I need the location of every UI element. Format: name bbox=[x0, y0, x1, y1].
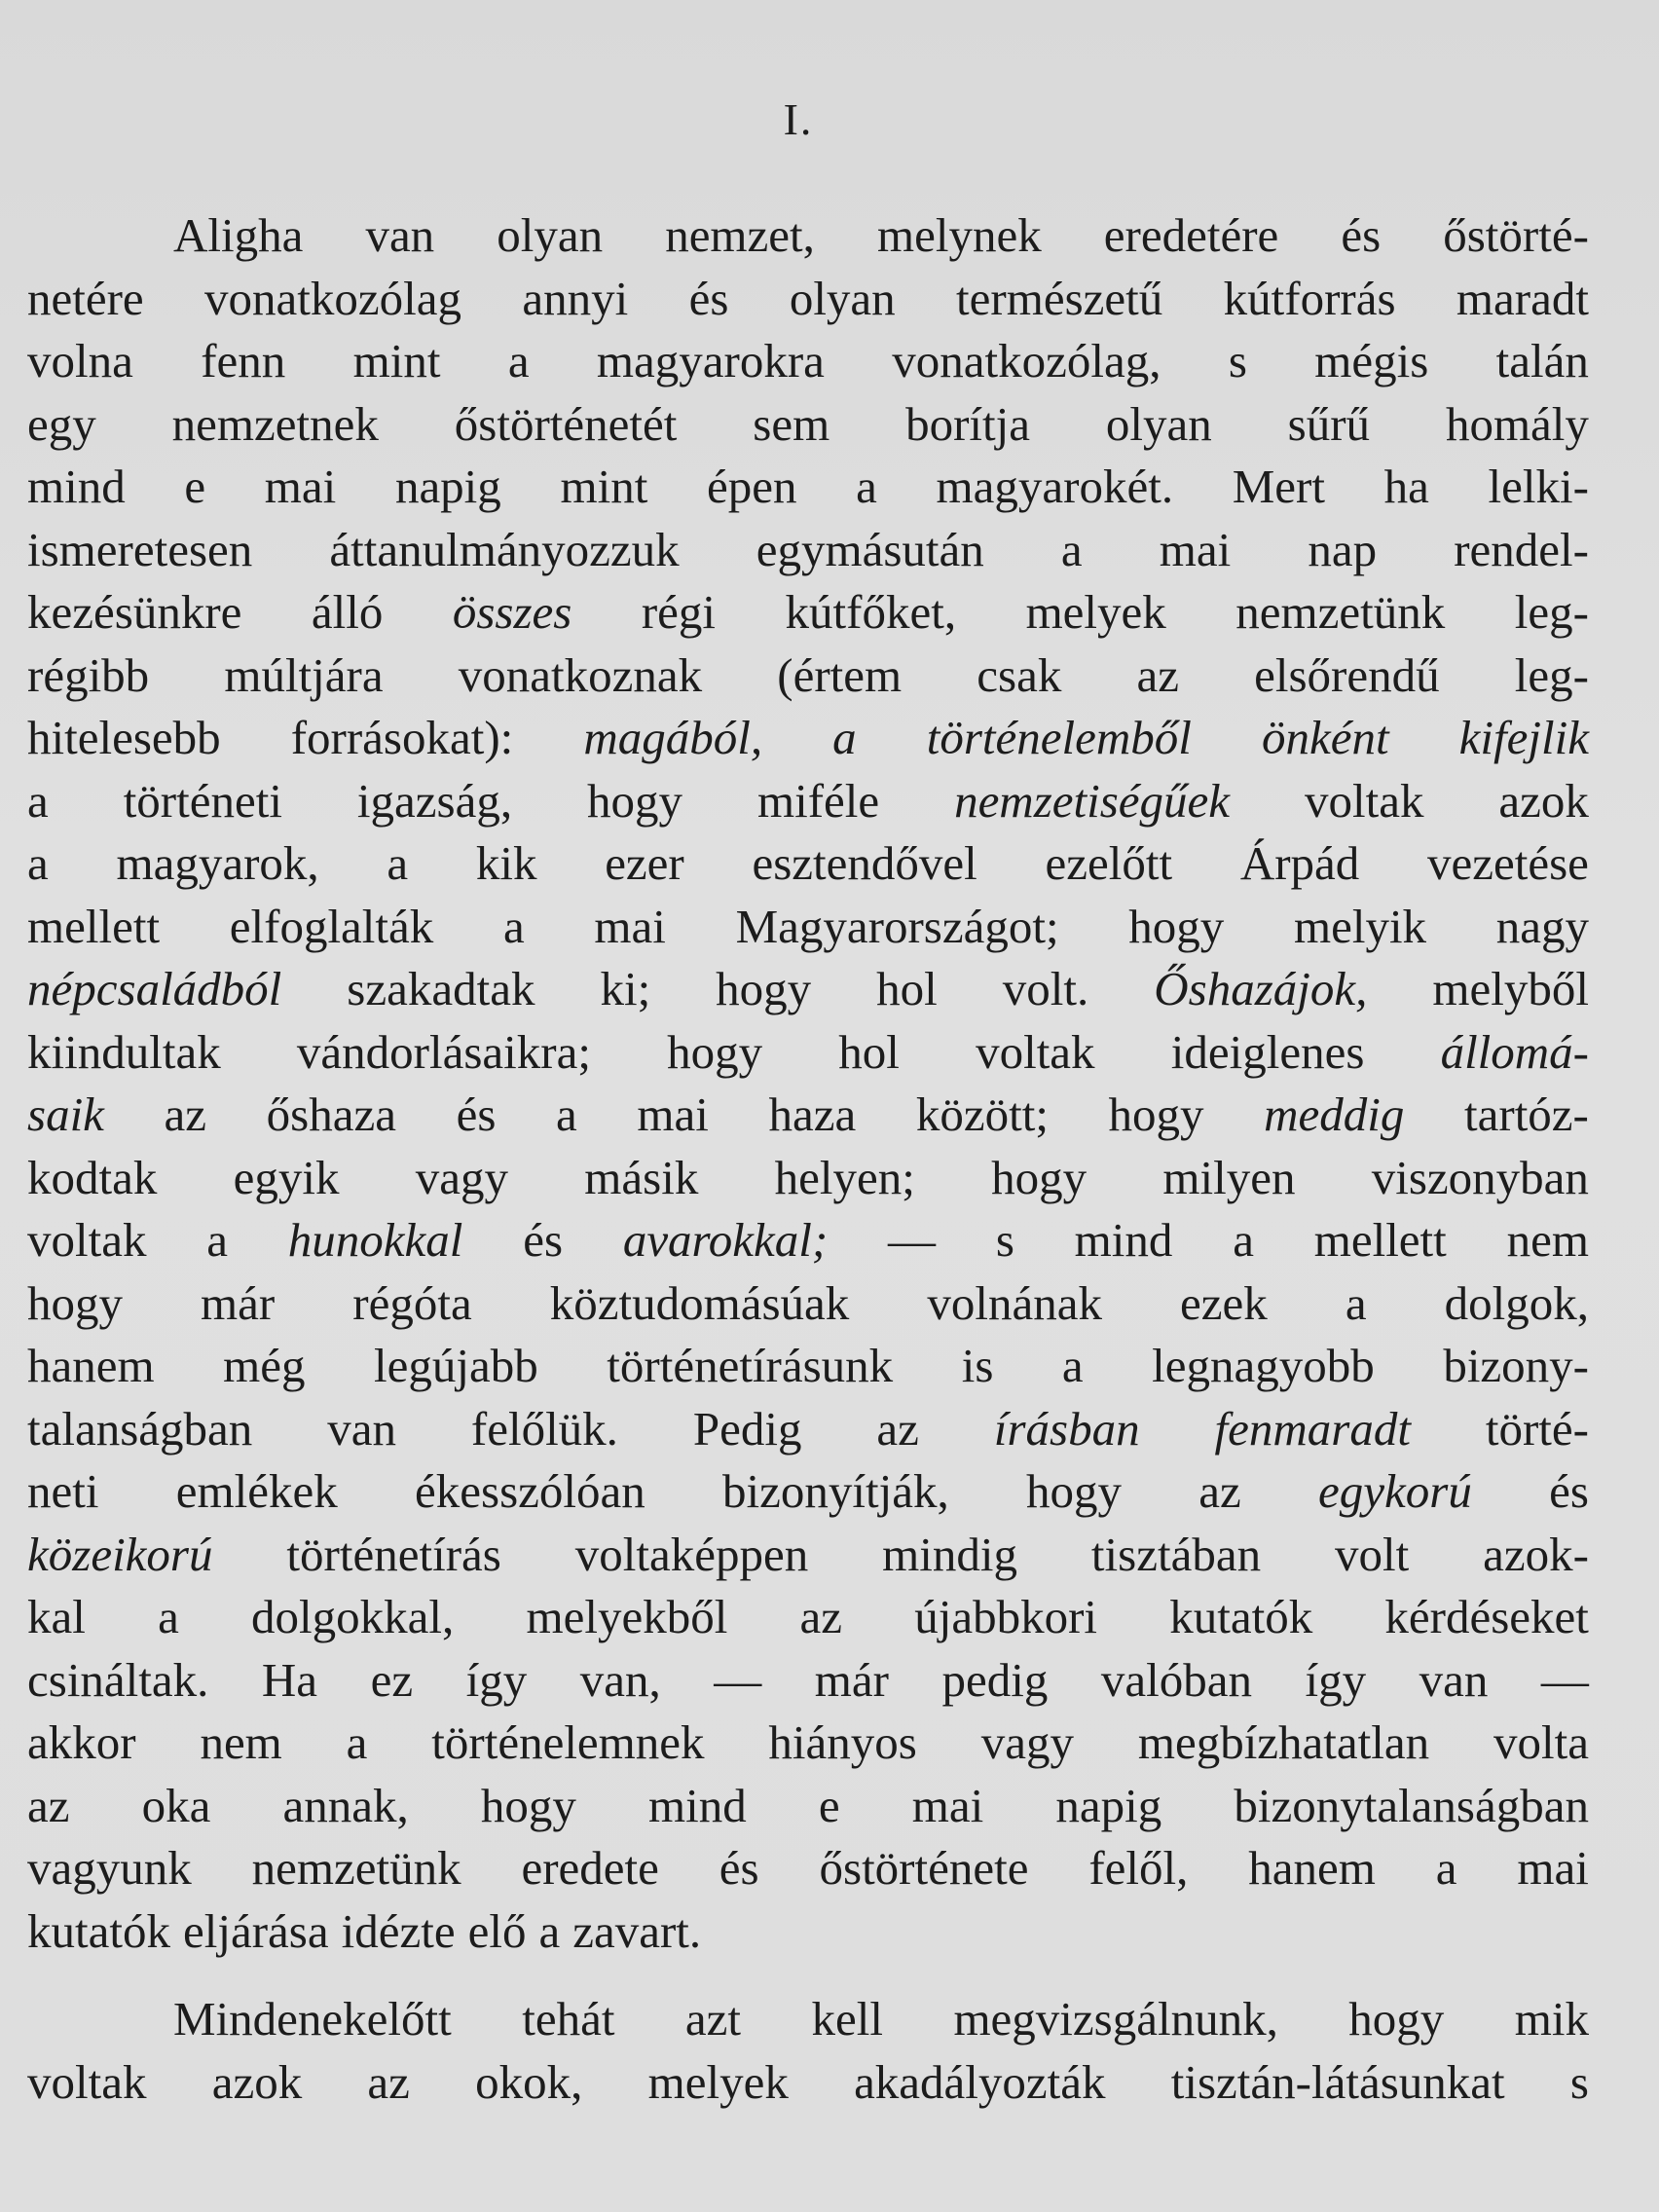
word: vagy bbox=[980, 1715, 1074, 1769]
word: mellett bbox=[1313, 1213, 1447, 1267]
body-text bbox=[27, 204, 1589, 2114]
word: hol bbox=[876, 962, 938, 1015]
word: felőlük. bbox=[470, 1401, 618, 1456]
word: megvizsgálnunk, bbox=[953, 1992, 1278, 2046]
word: másik bbox=[584, 1150, 699, 1204]
word: hogy bbox=[1348, 1992, 1445, 2046]
word: a bbox=[387, 836, 409, 890]
word: és bbox=[1549, 1464, 1589, 1518]
word: kiindultak bbox=[27, 1024, 221, 1079]
text-line bbox=[27, 1649, 1589, 1713]
word: esztendővel bbox=[752, 836, 977, 890]
word: e bbox=[818, 1778, 840, 1832]
word: hogy bbox=[27, 1275, 123, 1330]
word: a bbox=[538, 1903, 561, 1958]
word: eredete bbox=[521, 1841, 659, 1895]
emphasized-word: Őshazájok, bbox=[1154, 962, 1368, 1015]
word: — bbox=[1540, 1652, 1589, 1707]
word: leg- bbox=[1514, 585, 1589, 639]
word: — bbox=[714, 1652, 762, 1707]
word: melynek bbox=[876, 208, 1042, 262]
word: volna bbox=[27, 334, 133, 387]
word: magyarokra bbox=[596, 334, 825, 387]
word: oka bbox=[141, 1778, 211, 1832]
word: hanem bbox=[27, 1339, 155, 1392]
word: annak, bbox=[282, 1778, 409, 1832]
word: köztudomásúak bbox=[549, 1275, 850, 1330]
word: bizony- bbox=[1443, 1339, 1589, 1392]
emphasized-word: hunokkal bbox=[287, 1213, 463, 1267]
word: vonatkozólag, bbox=[892, 334, 1161, 387]
word: mégis bbox=[1314, 334, 1429, 387]
word: dolgokkal, bbox=[251, 1590, 455, 1643]
word: vezetése bbox=[1426, 836, 1589, 890]
word: eljárása bbox=[182, 1903, 329, 1958]
word: nem bbox=[200, 1715, 282, 1769]
word: bizonyítják, bbox=[722, 1464, 949, 1518]
emphasized-word: közeikorú bbox=[27, 1527, 213, 1581]
emphasized-word: történelemből bbox=[926, 711, 1192, 764]
text-line bbox=[27, 770, 1589, 833]
word: az bbox=[1136, 647, 1179, 702]
word: lelki- bbox=[1488, 460, 1589, 513]
word: Ha bbox=[261, 1652, 318, 1707]
text-line bbox=[27, 958, 1589, 1021]
word: borítja bbox=[905, 396, 1030, 451]
word: csak bbox=[977, 647, 1062, 702]
word: volta bbox=[1493, 1715, 1589, 1769]
text-line bbox=[27, 832, 1589, 896]
word: melyek bbox=[647, 2054, 789, 2109]
word: áttanulmányozzuk bbox=[329, 522, 680, 576]
word: és bbox=[456, 1088, 497, 1141]
word: akkor bbox=[27, 1715, 136, 1769]
text-line bbox=[27, 1837, 1589, 1900]
word: Pedig bbox=[692, 1401, 802, 1456]
word: — bbox=[888, 1213, 937, 1267]
word: az bbox=[367, 2054, 410, 2109]
emphasized-word: állomá- bbox=[1440, 1024, 1589, 1079]
text-line bbox=[27, 707, 1589, 770]
word: természetű bbox=[956, 271, 1163, 325]
word: ideiglenes bbox=[1170, 1024, 1365, 1079]
word: mind bbox=[1074, 1213, 1173, 1267]
text-line bbox=[27, 1272, 1589, 1336]
word: hiányos bbox=[768, 1715, 917, 1769]
text-line bbox=[27, 330, 1589, 393]
word: helyen; bbox=[774, 1150, 915, 1204]
word: a bbox=[206, 1213, 229, 1267]
word: magyarok, bbox=[116, 836, 319, 890]
word: van bbox=[365, 208, 435, 262]
word: olyan bbox=[497, 208, 604, 262]
word: nemzetünk bbox=[251, 1841, 461, 1895]
word: már bbox=[814, 1652, 889, 1707]
word: milyen bbox=[1162, 1150, 1296, 1204]
word: okok, bbox=[475, 2054, 583, 2109]
word: van bbox=[327, 1401, 396, 1456]
word: melyekből bbox=[526, 1590, 728, 1643]
word: ki; bbox=[600, 962, 651, 1015]
word: hogy bbox=[1108, 1088, 1204, 1141]
word: hogy bbox=[480, 1778, 576, 1832]
text-line bbox=[27, 204, 1589, 268]
word: mai bbox=[1159, 522, 1232, 576]
word: hanem bbox=[1248, 1841, 1376, 1895]
emphasized-word: nemzetiségűek bbox=[954, 773, 1231, 828]
word: bizonytalanságban bbox=[1234, 1778, 1589, 1832]
word: a bbox=[27, 773, 49, 828]
word: igazság, bbox=[356, 773, 513, 828]
word: pedig bbox=[941, 1652, 1049, 1707]
word: egyik bbox=[233, 1150, 340, 1204]
word: volnának bbox=[927, 1275, 1102, 1330]
word: legújabb bbox=[374, 1339, 538, 1392]
text-line bbox=[27, 896, 1589, 959]
word: és bbox=[1341, 208, 1382, 262]
word: őstörténete bbox=[819, 1841, 1029, 1895]
text-line bbox=[27, 393, 1589, 457]
word: olyan bbox=[789, 271, 896, 325]
word: csináltak. bbox=[27, 1652, 209, 1707]
word: még bbox=[223, 1339, 306, 1392]
word: viszonyban bbox=[1371, 1150, 1589, 1204]
word: fenn bbox=[201, 334, 286, 387]
word: nemzetnek bbox=[171, 396, 379, 451]
word: volt bbox=[1335, 1527, 1410, 1581]
word: így bbox=[1305, 1652, 1367, 1707]
word: mint bbox=[560, 460, 648, 513]
emphasized-word: népcsaládból bbox=[27, 962, 282, 1015]
word: forrásokat): bbox=[290, 711, 514, 764]
word: melyből bbox=[1432, 962, 1589, 1015]
emphasized-word: egykorú bbox=[1318, 1464, 1472, 1518]
word: napig bbox=[1055, 1778, 1162, 1832]
word: őstörténetét bbox=[454, 396, 678, 451]
word: hitelesebb bbox=[27, 711, 221, 764]
word: azok bbox=[211, 2054, 303, 2109]
word: ezer bbox=[605, 836, 684, 890]
word: mai bbox=[1517, 1841, 1589, 1895]
word: felől, bbox=[1088, 1841, 1189, 1895]
word: a bbox=[1061, 1339, 1084, 1392]
word: már bbox=[201, 1275, 276, 1330]
word: szakadtak bbox=[347, 962, 535, 1015]
word: a bbox=[1233, 1213, 1254, 1267]
word: történelemnek bbox=[431, 1715, 705, 1769]
text-line bbox=[27, 456, 1589, 519]
emphasized-word: saik bbox=[27, 1088, 104, 1141]
emphasized-word: önként bbox=[1261, 711, 1389, 764]
word: olyan bbox=[1105, 396, 1212, 451]
emphasized-word: összes bbox=[452, 585, 572, 639]
word: és bbox=[688, 271, 729, 325]
word: leg- bbox=[1514, 647, 1589, 702]
word: eredetére bbox=[1103, 208, 1279, 262]
word: hol bbox=[838, 1024, 900, 1079]
word: hogy bbox=[667, 1024, 763, 1079]
word: a bbox=[502, 899, 525, 953]
word: őstörté- bbox=[1443, 208, 1589, 262]
word: megbízhatatlan bbox=[1137, 1715, 1430, 1769]
word: vándorlásaikra; bbox=[296, 1024, 591, 1079]
word: elsőrendű bbox=[1254, 647, 1440, 702]
word: épen bbox=[706, 460, 797, 513]
emphasized-word: fenmaradt bbox=[1214, 1401, 1411, 1456]
text-line bbox=[27, 1988, 1589, 2051]
chapter-heading: I. bbox=[783, 94, 814, 144]
word: mik bbox=[1514, 1992, 1589, 2046]
word: kútfőket, bbox=[785, 585, 957, 639]
word: nagy bbox=[1495, 899, 1589, 953]
word: tehát bbox=[522, 1992, 615, 2046]
word: a bbox=[507, 334, 530, 387]
word: az bbox=[27, 1778, 70, 1832]
word: legnagyobb bbox=[1152, 1339, 1375, 1392]
word: kérdéseket bbox=[1384, 1590, 1589, 1643]
emphasized-word: írásban bbox=[993, 1401, 1140, 1456]
word: hogy bbox=[716, 962, 812, 1015]
text-line bbox=[27, 268, 1589, 331]
word: azok- bbox=[1483, 1527, 1589, 1581]
word: rendel- bbox=[1454, 522, 1589, 576]
word: a bbox=[556, 1088, 577, 1141]
word: a bbox=[1060, 522, 1083, 576]
word: az bbox=[799, 1590, 843, 1643]
word: ha bbox=[1383, 460, 1429, 513]
word: történeti bbox=[123, 773, 282, 828]
word: sem bbox=[753, 396, 830, 451]
emphasized-word: avarokkal; bbox=[622, 1213, 829, 1267]
word: Magyarországot; bbox=[735, 899, 1059, 953]
word: ezek bbox=[1180, 1275, 1268, 1330]
word: azt bbox=[684, 1992, 742, 2046]
word: tisztában bbox=[1090, 1527, 1262, 1581]
word: kik bbox=[475, 836, 537, 890]
text-line bbox=[27, 1586, 1589, 1649]
word: történetírás bbox=[286, 1527, 501, 1581]
word: nemzet, bbox=[665, 208, 815, 262]
word: az bbox=[1198, 1464, 1241, 1518]
word: haza bbox=[768, 1088, 857, 1141]
word: talán bbox=[1495, 334, 1589, 387]
text-line bbox=[27, 581, 1589, 645]
word: netére bbox=[27, 271, 144, 325]
word: dolgok, bbox=[1444, 1275, 1589, 1330]
emphasized-word: a bbox=[832, 711, 857, 764]
word: neti bbox=[27, 1464, 99, 1518]
word: tisztán-látásunkat bbox=[1170, 2054, 1505, 2109]
word: a bbox=[158, 1590, 179, 1643]
paragraph bbox=[27, 1988, 1589, 2114]
word: régibb bbox=[27, 647, 150, 702]
text-line bbox=[27, 1021, 1589, 1085]
word: voltak bbox=[1305, 773, 1424, 828]
text-line bbox=[27, 2051, 1589, 2115]
text-line bbox=[27, 1147, 1589, 1210]
word: őshaza bbox=[266, 1088, 396, 1141]
word: kell bbox=[811, 1992, 883, 2046]
word: újabbkori bbox=[914, 1590, 1098, 1643]
word: a bbox=[27, 836, 49, 890]
word: a bbox=[346, 1715, 368, 1769]
word: nap bbox=[1308, 522, 1378, 576]
word: egy bbox=[27, 396, 96, 451]
word: miféle bbox=[756, 773, 880, 828]
word: van, bbox=[579, 1652, 661, 1707]
word: mai bbox=[637, 1088, 709, 1141]
word: régóta bbox=[352, 1275, 472, 1330]
word: homály bbox=[1445, 396, 1589, 451]
word: magyarokét. bbox=[936, 460, 1174, 513]
word: voltak bbox=[976, 1024, 1095, 1079]
word: hogy bbox=[991, 1150, 1088, 1204]
word: és bbox=[523, 1213, 564, 1267]
word: kodtak bbox=[27, 1150, 158, 1204]
word: az bbox=[164, 1088, 207, 1141]
word: s bbox=[995, 1213, 1014, 1267]
word: sűrű bbox=[1287, 396, 1371, 451]
word: hogy bbox=[587, 773, 683, 828]
word: van bbox=[1419, 1652, 1489, 1707]
word: kutatók bbox=[1169, 1590, 1313, 1643]
word: melyik bbox=[1293, 899, 1427, 953]
word: hogy bbox=[1128, 899, 1225, 953]
word: talanságban bbox=[27, 1401, 253, 1456]
word: elő bbox=[467, 1903, 527, 1958]
word: kal bbox=[27, 1590, 86, 1643]
word: között; bbox=[915, 1088, 1049, 1141]
word: Aligha bbox=[173, 208, 304, 262]
word: Mert bbox=[1232, 460, 1325, 513]
word: kútforrás bbox=[1223, 271, 1396, 325]
word: azok bbox=[1498, 773, 1589, 828]
word: maradt bbox=[1456, 271, 1589, 325]
word: nemzetünk bbox=[1235, 585, 1446, 639]
word: valóban bbox=[1100, 1652, 1252, 1707]
paragraph bbox=[27, 204, 1589, 1963]
word: tartóz- bbox=[1464, 1088, 1589, 1141]
word: mai bbox=[264, 460, 337, 513]
word: vonatkozólag bbox=[204, 271, 462, 325]
word: voltaképpen bbox=[574, 1527, 809, 1581]
word: zavart. bbox=[572, 1903, 702, 1958]
word: kutatók bbox=[27, 1903, 170, 1958]
word: ékesszólóan bbox=[415, 1464, 645, 1518]
word: hogy bbox=[1025, 1464, 1122, 1518]
text-line bbox=[27, 645, 1589, 708]
text-line bbox=[27, 1084, 1589, 1147]
word: ez bbox=[370, 1652, 414, 1707]
text-line bbox=[27, 1460, 1589, 1524]
text-line bbox=[27, 1335, 1589, 1398]
word: így bbox=[465, 1652, 528, 1707]
word: az bbox=[876, 1401, 919, 1456]
word: annyi bbox=[522, 271, 629, 325]
text-line bbox=[27, 1524, 1589, 1587]
word: mind bbox=[27, 460, 126, 513]
text-line bbox=[27, 1398, 1589, 1461]
text-line bbox=[27, 1209, 1589, 1272]
word: melyek bbox=[1025, 585, 1166, 639]
emphasized-word: meddig bbox=[1264, 1088, 1405, 1141]
word: a bbox=[1435, 1841, 1457, 1895]
word: akadályozták bbox=[854, 2054, 1106, 2109]
word: voltak bbox=[27, 1213, 147, 1267]
emphasized-word: magából, bbox=[583, 711, 763, 764]
word: múltjára bbox=[224, 647, 384, 702]
text-line bbox=[27, 1775, 1589, 1838]
word: elfoglalták bbox=[229, 899, 434, 953]
word: egymásután bbox=[756, 522, 984, 576]
word: mindig bbox=[882, 1527, 1017, 1581]
word: kezésünkre bbox=[27, 585, 242, 639]
word: s bbox=[1228, 334, 1247, 387]
word: történetírásunk bbox=[607, 1339, 894, 1392]
word: idézte bbox=[341, 1903, 456, 1958]
word: a bbox=[856, 460, 877, 513]
emphasized-word: kifejlik bbox=[1458, 711, 1589, 764]
text-line bbox=[27, 1900, 1589, 1964]
word: emlékek bbox=[175, 1464, 338, 1518]
word: álló bbox=[311, 585, 384, 639]
word: volt. bbox=[1002, 962, 1089, 1015]
word: mind bbox=[648, 1778, 747, 1832]
word: vagyunk bbox=[27, 1841, 192, 1895]
word: ezelőtt bbox=[1045, 836, 1173, 890]
word: ismeretesen bbox=[27, 522, 253, 576]
word: mai bbox=[911, 1778, 984, 1832]
word: mellett bbox=[27, 899, 161, 953]
text-line bbox=[27, 1712, 1589, 1775]
word: (értem bbox=[777, 647, 903, 702]
word: mint bbox=[352, 334, 441, 387]
word: Mindenekelőtt bbox=[173, 1992, 452, 2046]
word: vonatkoznak bbox=[458, 647, 703, 702]
word: Árpád bbox=[1239, 836, 1360, 890]
word: vagy bbox=[415, 1150, 509, 1204]
word: a bbox=[1345, 1275, 1367, 1330]
word: e bbox=[184, 460, 206, 513]
word: és bbox=[719, 1841, 759, 1895]
word: mai bbox=[594, 899, 666, 953]
word: régi bbox=[641, 585, 717, 639]
word: voltak bbox=[27, 2054, 147, 2109]
word: s bbox=[1569, 2054, 1589, 2109]
text-line bbox=[27, 519, 1589, 582]
word: törté- bbox=[1485, 1401, 1589, 1456]
word: napig bbox=[394, 460, 501, 513]
word: nem bbox=[1506, 1213, 1589, 1267]
word: is bbox=[961, 1339, 994, 1392]
